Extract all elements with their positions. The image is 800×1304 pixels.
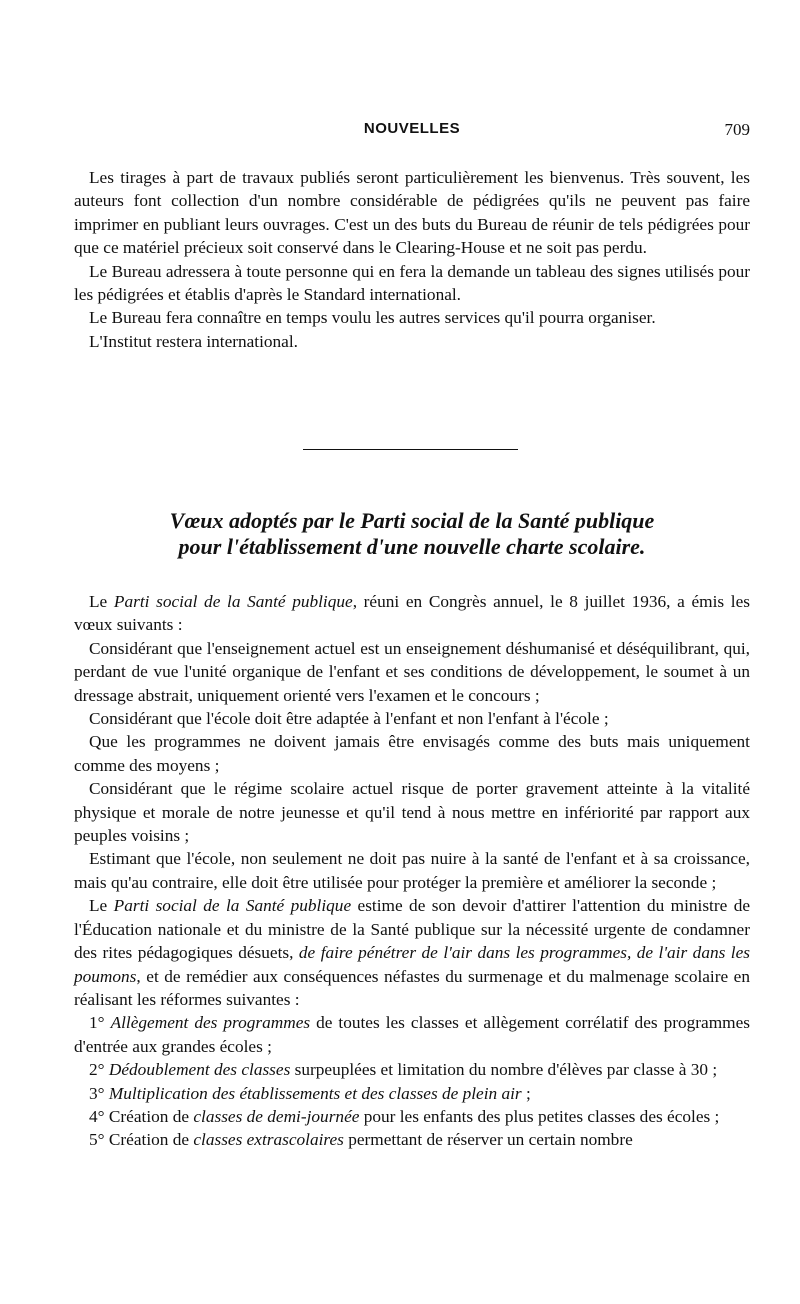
- running-title: NOUVELLES: [363, 120, 461, 137]
- reform-number: 3°: [89, 1083, 105, 1103]
- paragraph: Les tirages à part de travaux publiés seront particulièrement les bienvenus. Très souvent, les auteurs font collection d'un nombre considérable de pédigrées qu'ils ne peuvent pas faire imprimer en publiant leurs ouvrages. C'est un des buts du Bureau de réunir de tels pédigrées pour que ce matériel précieux soit conservé dans le Clearing-House et ne soit pas perdu.: [74, 168, 750, 258]
- text-run: Le: [89, 896, 114, 916]
- paragraph: Considérant que le régime scolaire actuel risque de porter gravement atteinte à la vitalité physique et morale de notre jeunesse et qu'il tend à nous mettre en infériorité par rapport aux peuples voisins ;: [74, 779, 750, 846]
- paragraph: Le Bureau adressera à toute personne qui en fera la demande un tableau des signes utilisés pour les pédigrées et établis d'après le Standard international.: [74, 261, 750, 305]
- reform-item: [74, 1058, 750, 1081]
- reform-number: 2°: [89, 1060, 105, 1080]
- text-run: permettant de réserver un certain nombre: [343, 1130, 633, 1150]
- italic-run: Allègement des programmes: [110, 1013, 311, 1033]
- section-voeux-body: [74, 590, 750, 1152]
- heading-line-2: pour l'établissement d'une nouvelle charte scolaire.: [178, 534, 646, 559]
- text-run: Création de: [108, 1106, 194, 1126]
- italic-run: classes extrascolaires: [193, 1130, 344, 1150]
- text-run: pour les enfants des plus petites classes des écoles ;: [359, 1106, 720, 1126]
- heading-line-1: Vœux adoptés par le Parti social de la Santé publique: [169, 508, 655, 533]
- italic-run: de faire pénétrer de l'air dans les programmes, de l'air dans les poumons: [74, 943, 750, 986]
- paragraph: Considérant que l'école doit être adaptée à l'enfant et non l'enfant à l'école ;: [89, 709, 609, 729]
- text-run: , réuni en Congrès annuel, le 8 juillet 1936, a émis les vœux suivants :: [74, 592, 751, 635]
- text-run: estime de son devoir d'attirer l'attention du ministre de l'Éducation nationale et du ministre de la Santé publique sur la nécessité urgente de condamner des rites pédagogiques désuets,: [74, 896, 751, 963]
- italic-run: classes de demi-journée: [193, 1106, 360, 1126]
- text-run: Le: [89, 592, 114, 611]
- paragraph: Que les programmes ne doivent jamais être envisagés comme des buts mais uniquement comme des moyens ;: [74, 732, 750, 775]
- paragraph: Le Bureau fera connaître en temps voulu les autres services qu'il pourra organiser.: [89, 308, 656, 328]
- italic-run: Multiplication des établissements et des classes de plein air: [108, 1083, 522, 1103]
- italic-run: Parti social de la Santé publique: [113, 896, 352, 916]
- intro-paragraph: [74, 590, 750, 637]
- text-run: , et de remédier aux conséquences néfastes du surmenage et du malmenage scolaire en réalisant les réformes suivantes :: [74, 966, 750, 1009]
- paragraph: Estimant que l'école, non seulement ne doit pas nuire à la santé de l'enfant et à sa croissance, mais qu'au contraire, elle doit être utilisée pour protéger la première et améliorer la seconde ;: [74, 849, 750, 892]
- text-run: ;: [521, 1083, 531, 1103]
- paragraph: Considérant que l'enseignement actuel est un enseignement déshumanisé et déséquilibrant, qui, perdant de vue l'unité organique de l'enfant et ses conditions de développement, le soumet à un dressage abstrait, uniquement orienté vers l'examen et le concours ;: [74, 638, 750, 705]
- text-run: surpeuplées et limitation du nombre d'élèves par classe à 30 ;: [290, 1060, 718, 1080]
- running-head: [74, 120, 750, 144]
- reform-item: [74, 1082, 750, 1105]
- section-bureau-notice: [74, 166, 750, 353]
- reform-item: [74, 1105, 750, 1128]
- estime-paragraph: [74, 894, 750, 1011]
- italic-run: Dédoublement des classes: [108, 1060, 291, 1080]
- italic-run: Parti social de la Santé publique: [113, 592, 353, 611]
- paragraph: L'Institut restera international.: [89, 331, 298, 351]
- text-run: de toutes les classes et allègement corrélatif des programmes d'entrée aux grandes écoles ;: [74, 1013, 750, 1056]
- section-divider: [303, 449, 518, 450]
- section-heading: [74, 508, 750, 560]
- reform-item: [74, 1128, 750, 1151]
- text-run: Création de: [108, 1130, 194, 1150]
- reform-number: 4°: [89, 1106, 105, 1126]
- reform-item: [74, 1011, 750, 1058]
- reform-number: 1°: [89, 1013, 105, 1033]
- reform-number: 5°: [89, 1130, 105, 1150]
- page-number: 709: [724, 120, 750, 139]
